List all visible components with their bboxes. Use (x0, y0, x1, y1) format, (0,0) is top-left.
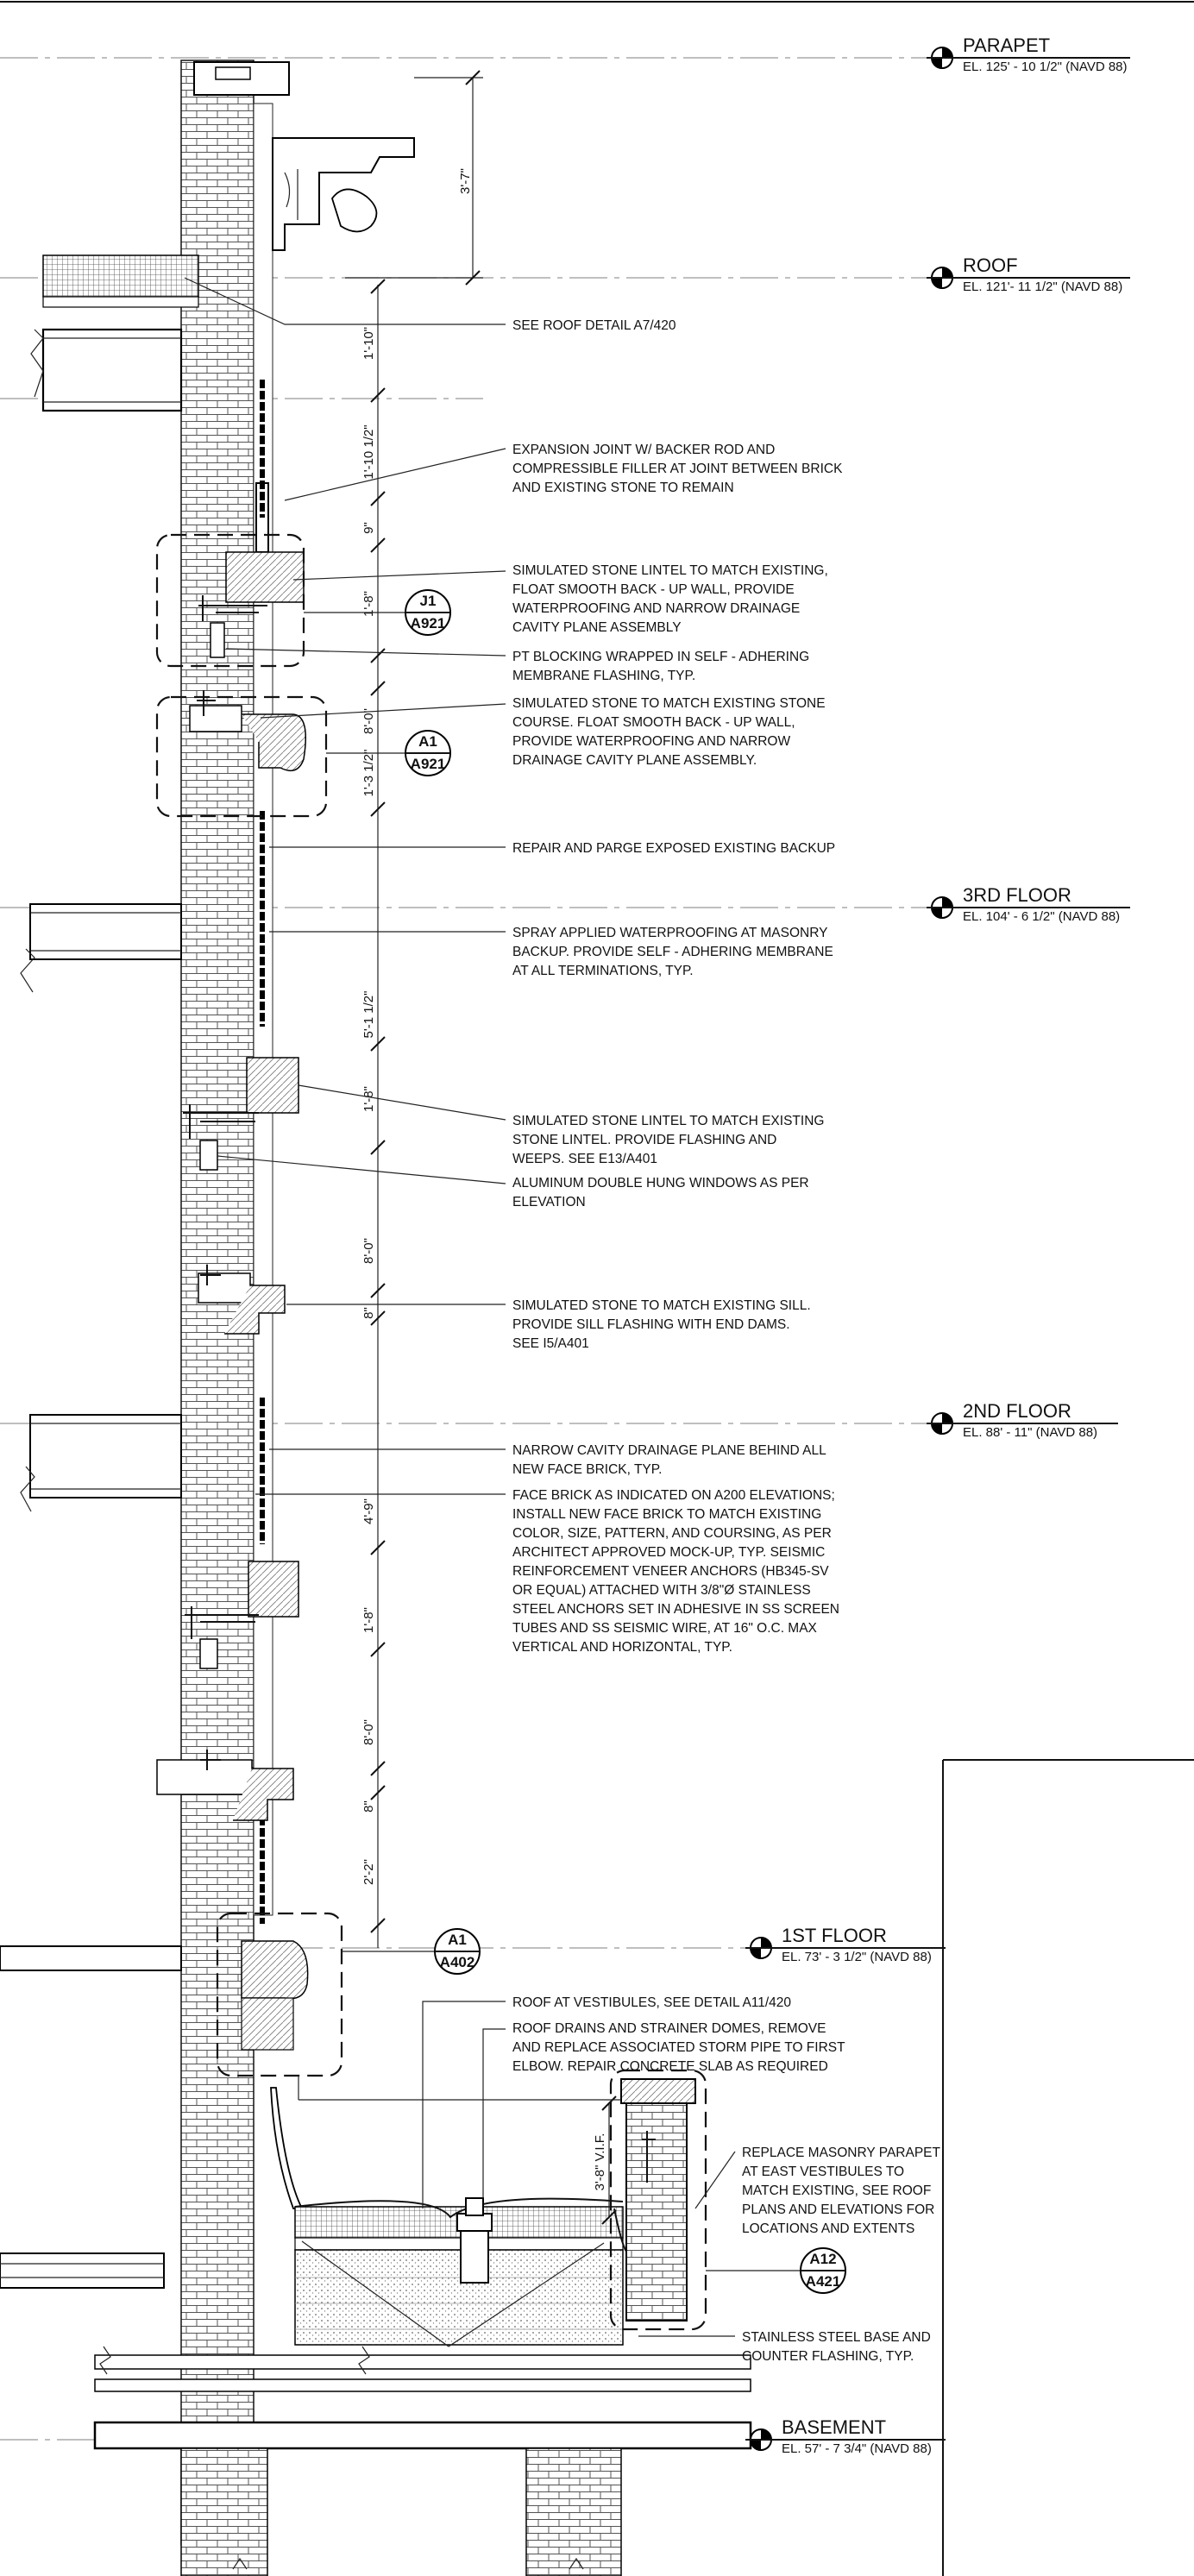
level-name: 3RD FLOOR (963, 884, 1071, 906)
note-line: FACE BRICK AS INDICATED ON A200 ELEVATIONS; (512, 1488, 835, 1503)
level-elevation: EL. 57' - 7 3/4" (NAVD 88) (782, 2441, 932, 2456)
note-line: COMPRESSIBLE FILLER AT JOINT BETWEEN BRICK (512, 462, 843, 476)
note-line: COLOR, SIZE, PATTERN, AND COURSING, AS PER (512, 1526, 832, 1541)
level-marker-basement (745, 2416, 946, 2456)
dim-label: 1'-8" (361, 591, 376, 617)
dim-label: 9" (361, 522, 376, 534)
floor-structure (0, 904, 181, 2288)
note-line: NARROW CAVITY DRAINAGE PLANE BEHIND ALL (512, 1443, 826, 1458)
level-elevation: EL. 121'- 11 1/2" (NAVD 88) (963, 280, 1123, 294)
level-name: PARAPET (963, 35, 1051, 56)
vertical-dimension-string (298, 71, 621, 2224)
note-line: COURSE. FLOAT SMOOTH BACK - UP WALL, (512, 715, 795, 730)
level-marker-roof (927, 254, 1130, 294)
note-line: BACKUP. PROVIDE SELF - ADHERING MEMBRANE (512, 945, 833, 959)
svg-text:ROOF DRAINS AND STRAINER DOMES (512, 2021, 849, 2074)
note-line: VERTICAL AND HORIZONTAL, TYP. (512, 1640, 732, 1655)
svg-text:EXPANSION JOINT W/ BACKER ROD (512, 443, 846, 495)
note-line: AT ALL TERMINATIONS, TYP. (512, 964, 694, 978)
note-line: PROVIDE WATERPROOFING AND NARROW (512, 734, 791, 749)
note-line: SPRAY APPLIED WATERPROOFING AT MASONRY (512, 926, 828, 940)
roof-assembly (31, 255, 198, 411)
note-line: WEEPS. SEE E13/A401 (512, 1152, 658, 1166)
svg-text:SPRAY APPLIED WATERPROOFING AT (512, 926, 837, 978)
svg-text:SIMULATED STONE LINTEL TO MATC (512, 1114, 828, 1166)
dim-label: 4'-9" (361, 1498, 376, 1524)
svg-text:ALUMINUM DOUBLE HUNG WINDOWS A (512, 1176, 813, 1209)
level-name: 2ND FLOOR (963, 1400, 1071, 1422)
note-line: ROOF DRAINS AND STRAINER DOMES, REMOVE (512, 2021, 826, 2036)
note-line: ALUMINUM DOUBLE HUNG WINDOWS AS PER (512, 1176, 809, 1191)
dim-parapet-height: 3'-7" (458, 168, 473, 194)
svg-text:PT BLOCKING WRAPPED IN SELF - (512, 650, 814, 683)
svg-text:REPAIR AND PARGE EXPOSED EXIST (512, 841, 835, 856)
note-line: STAINLESS STEEL BASE AND (742, 2330, 931, 2345)
tag-bottom: A402 (439, 1954, 475, 1970)
dim-label: 8'-0" (361, 1238, 376, 1264)
detail-tag-a1-upper (326, 731, 450, 776)
note-stone-course (512, 696, 829, 768)
note-line: AND EXISTING STONE TO REMAIN (512, 481, 734, 495)
note-line: EXPANSION JOINT W/ BACKER ROD AND (512, 443, 776, 457)
detail-tag-a12 (706, 2248, 845, 2293)
note-line: REPAIR AND PARGE EXPOSED EXISTING BACKUP (512, 841, 836, 856)
note-line: LOCATIONS AND EXTENTS (742, 2221, 915, 2236)
tag-top: A1 (418, 733, 437, 750)
note-replace-parapet (742, 2146, 944, 2236)
dim-label: 5'-1 1/2" (361, 990, 376, 1039)
level-lines (0, 58, 935, 2440)
note-narrow-cavity (512, 1443, 830, 1477)
note-roof-detail (512, 318, 676, 333)
note-aluminum-windows (512, 1176, 813, 1209)
dim-label: 1'-10" (361, 326, 376, 361)
note-line: MEMBRANE FLASHING, TYP. (512, 669, 696, 683)
svg-text:ROOF AT VESTIBULES, SEE DETAIL (512, 1995, 791, 2010)
note-line: STEEL ANCHORS SET IN ADHESIVE IN SS SCREEN (512, 1602, 839, 1617)
note-line: PROVIDE SILL FLASHING WITH END DAMS. (512, 1317, 790, 1332)
note-line: ROOF AT VESTIBULES, SEE DETAIL A11/420 (512, 1995, 792, 2010)
note-expansion-joint (512, 443, 846, 495)
note-repair-parge (512, 841, 835, 856)
note-line: ELEVATION (512, 1195, 586, 1209)
svg-text:NARROW CAVITY DRAINAGE PLANE B (512, 1443, 830, 1477)
level-elevation: EL. 104' - 6 1/2" (NAVD 88) (963, 909, 1121, 924)
note-line: STONE LINTEL. PROVIDE FLASHING AND (512, 1133, 777, 1147)
svg-text:SIMULATED STONE LINTEL TO MATC (512, 563, 832, 635)
note-line: SIMULATED STONE LINTEL TO MATCH EXISTING (512, 1114, 825, 1128)
dim-label: 1'-10 1/2" (361, 424, 376, 480)
svg-text:STAINLESS STEEL BASE AND (742, 2330, 934, 2364)
note-line: PLANS AND ELEVATIONS FOR (742, 2202, 935, 2217)
svg-text:SEE ROOF DETAIL A7/420 (512, 318, 676, 333)
level-elevation: EL. 88' - 11" (NAVD 88) (963, 1425, 1098, 1440)
svg-text:SIMULATED STONE TO MATCH EXIST (512, 1298, 814, 1351)
note-line: SIMULATED STONE TO MATCH EXISTING SILL. (512, 1298, 811, 1313)
tag-top: A12 (809, 2251, 837, 2267)
note-line: FLOAT SMOOTH BACK - UP WALL, PROVIDE (512, 582, 795, 597)
dim-label: 2'-2" (361, 1859, 376, 1885)
tag-bottom: A921 (410, 615, 446, 631)
dim-label: 8'-0" (361, 1719, 376, 1745)
note-line: REINFORCEMENT VENEER ANCHORS (HB345-SV (512, 1564, 829, 1579)
note-line: MATCH EXISTING, SEE ROOF (742, 2183, 932, 2198)
note-pt-blocking (512, 650, 814, 683)
dim-label: 1'-8" (361, 1607, 376, 1633)
note-line: NEW FACE BRICK, TYP. (512, 1462, 663, 1477)
basement-structure (95, 2347, 751, 2576)
tag-bottom: A921 (410, 756, 446, 772)
note-line: DRAINAGE CAVITY PLANE ASSEMBLY. (512, 753, 757, 768)
level-name: ROOF (963, 254, 1018, 276)
svg-text:REPLACE MASONRY PARAPET (742, 2146, 944, 2236)
dim-label: 1'-3 1/2" (361, 749, 376, 797)
level-elevation: EL. 125' - 10 1/2" (NAVD 88) (963, 60, 1128, 74)
note-stone-sill (512, 1298, 814, 1351)
level-marker-second-floor (927, 1400, 1118, 1440)
note-line: TUBES AND SS SEISMIC WIRE, AT 16" O.C. MAX (512, 1621, 817, 1636)
note-line: PT BLOCKING WRAPPED IN SELF - ADHERING (512, 650, 810, 664)
note-line: SEE ROOF DETAIL A7/420 (512, 318, 676, 333)
note-stone-lintel-2 (512, 1114, 828, 1166)
detail-tag-a1-lower (342, 1929, 480, 1974)
note-line: AT EAST VESTIBULES TO (742, 2164, 905, 2179)
level-marker-first-floor (745, 1925, 946, 1964)
note-line: OR EQUAL) ATTACHED WITH 3/8"Ø STAINLESS (512, 1583, 811, 1598)
tag-top: J1 (419, 593, 437, 609)
note-line: COUNTER FLASHING, TYP. (742, 2349, 914, 2364)
svg-text:FACE BRICK AS INDICATED ON A20 (512, 1488, 843, 1655)
note-line: REPLACE MASONRY PARAPET (742, 2146, 940, 2160)
tag-bottom: A421 (805, 2273, 841, 2290)
note-line: ELBOW. REPAIR CONCRETE SLAB AS REQUIRED (512, 2059, 828, 2074)
dim-vif: 3'-8" V.I.F. (593, 2133, 607, 2191)
note-line: WATERPROOFING AND NARROW DRAINAGE (512, 601, 801, 616)
dim-label: 8'-0" (361, 708, 376, 734)
note-roof-vestibules (512, 1995, 791, 2010)
adjacent-building-outline (943, 1760, 1194, 2576)
note-spray-waterproofing (512, 926, 837, 978)
level-name: 1ST FLOOR (782, 1925, 887, 1946)
note-stone-lintel-1 (512, 563, 832, 635)
detail-tag-j1 (304, 590, 450, 635)
note-roof-drains (512, 2021, 849, 2074)
note-line: ARCHITECT APPROVED MOCK-UP, TYP. SEISMIC (512, 1545, 826, 1560)
level-marker-parapet (927, 35, 1130, 74)
svg-text:SIMULATED STONE TO MATCH EXIST (512, 696, 829, 768)
dim-label: 8" (361, 1800, 376, 1813)
note-line: INSTALL NEW FACE BRICK TO MATCH EXISTING (512, 1507, 822, 1522)
level-name: BASEMENT (782, 2416, 887, 2438)
dim-label: 8" (361, 1307, 376, 1319)
note-face-brick (512, 1488, 843, 1655)
note-line: SEE I5/A401 (512, 1336, 589, 1351)
dim-label: 1'-8" (361, 1086, 376, 1112)
note-line: SIMULATED STONE TO MATCH EXISTING STONE (512, 696, 826, 711)
note-line: SIMULATED STONE LINTEL TO MATCH EXISTING, (512, 563, 828, 578)
note-line: AND REPLACE ASSOCIATED STORM PIPE TO FIRST (512, 2040, 845, 2055)
note-line: CAVITY PLANE ASSEMBLY (512, 620, 682, 635)
tag-top: A1 (448, 1932, 467, 1948)
level-marker-third-floor (927, 884, 1130, 924)
note-stainless-flashing (742, 2330, 934, 2364)
level-elevation: EL. 73' - 3 1/2" (NAVD 88) (782, 1950, 932, 1964)
